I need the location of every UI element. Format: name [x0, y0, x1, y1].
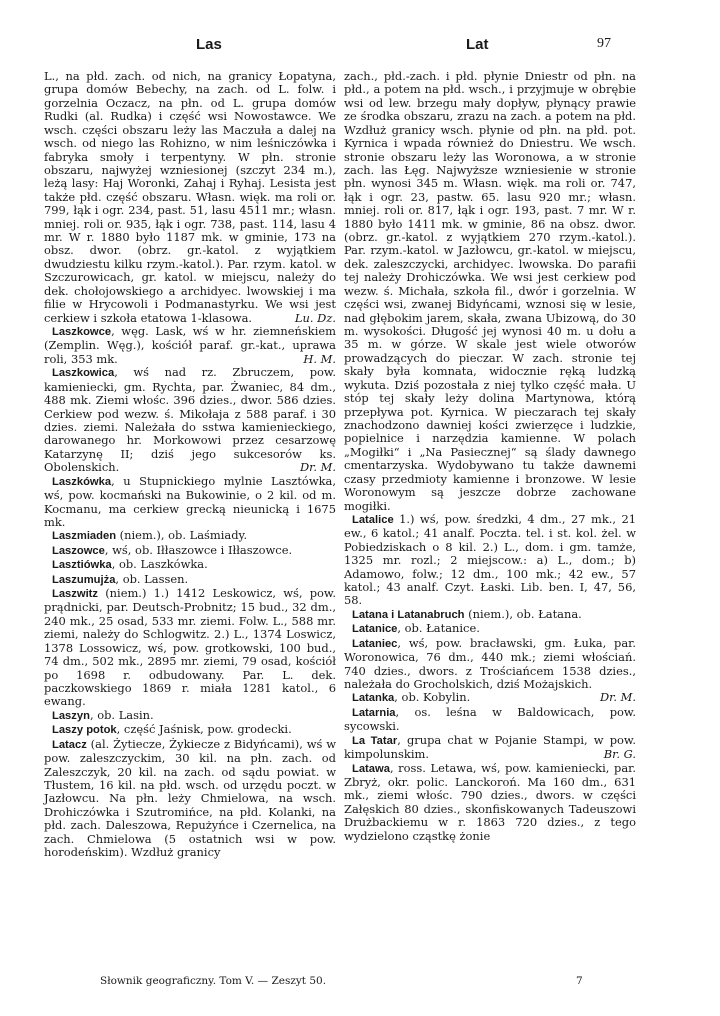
entry-headword: Latanice [352, 623, 398, 636]
running-head-right: Lat [466, 36, 489, 53]
entry-text: , os. leśna w Baldowicach, pow. sycowski. [344, 704, 636, 734]
entry-headword: Latalice [352, 513, 394, 526]
entry-text: (niem.), ob. Łatana. [464, 606, 582, 621]
entry-headword: Laszkowce [52, 326, 112, 339]
entry-headword: Laszkowica [52, 367, 115, 380]
right-column [344, 70, 636, 960]
entry-headword: La Tatar [352, 734, 398, 747]
dictionary-entry [44, 587, 336, 709]
dictionary-entry [44, 475, 336, 530]
entry-text: zach., płd.-zach. i płd. płynie Dniestr od płn. na płd., a potem na płd. wsch., i przyjmuje w obrębie wsi od lew. brzegu mały dopływ, płynący prawie ze środka obszaru, zrazu na zach. a potem na płd. Wzdłuż granicy wsch. płynie od płn. na płd. pot. Kyrnica i wpada również do Dniestru. We wsch. stronie obszaru leży las Woronowa, a w stronie zach. las Łęg. Najwyższe wzniesienie w stronie płn. wynosi 345 m. Własn. więk. ma roli or. 747, łąk i ogr. 23, pastw. 65. lasu 920 mr.; własn. mniej. roli or. 817, łąk i ogr. 193, past. 7 mr. W r. 1880 było 1411 mk. w gminie, 86 na obsz. dwor. (obrz. gr.-katol. z wyjątkiem 270 rzym.-katol.). Par. rzym.-katol. w Jazłowcu, gr.-katol. w miejscu, dek. zaleszczycki, archidyec. lwowska. Do parafii tej należy Drohiczówka. We wsi jest cerkiew pod wezw. ś. Michała, szkoła fil., dwór i gorzelnia. W części wsi, zwanej Bidyńcami, wznosi się w lesie, nad głębokim jarem, skała, zwana Ubizową, do 30 m. wysokości. Długość jej wynosi 40 m. u dołu a 35 m. w górze. W skale jest wiele otworów prowadzących do pieczar. W zach. stronie tej skały była komnata, widocznie ręką ludzką wykuta. Dziś pozostała z niej tylko część mała. U stóp tej skały leży dolina Martynowa, którą przepływa pot. Kyrnica. W pieczarach tej skały znachodzono dawniej kości zwierzęce i ludzkie, popielnice i narzędzia kamienne. W polach „Mogiłki“ i „Na Pasiecznej“ są ślady dawnego cmentarzyska. Wydobywano tu także dawnemi czasy przedmioty kamienne i bronzowe. W lesie Woronowym są jeszcze dobrze zachowane mogiłki. [344, 69, 636, 513]
entry-headword: Latarnia [352, 706, 396, 719]
entry-text: , ob. Kobylin. [394, 690, 471, 705]
entry-headword: Latana i Latanabruch [352, 608, 465, 621]
dictionary-entry [44, 70, 336, 325]
entry-text: , ob. Lassen. [115, 571, 189, 586]
entry-text: , wś, ob. Iłłaszowce i Iłłaszowce. [104, 542, 293, 557]
entry-text: (niem.), ob. Laśmiady. [116, 528, 248, 543]
dictionary-entry [44, 573, 336, 587]
dictionary-entry [344, 608, 636, 622]
entry-text: , grupa chat w Pojanie Stampi, w pow. kimpolunskim. [344, 732, 636, 762]
entry-author-signature: Dr. M. [300, 460, 336, 475]
page-number: 97 [597, 36, 611, 51]
entry-headword: Lasztiówka [52, 559, 112, 572]
entry-headword: Laszmiaden [52, 530, 117, 543]
entry-headword: Latanka [352, 692, 395, 705]
entry-text: , ob. Laszkówka. [111, 557, 208, 572]
entry-author-signature: H. M. [303, 351, 336, 366]
entry-headword: Latawa [352, 762, 390, 775]
running-head-left: Las [196, 36, 222, 53]
entry-text: , wś nad rz. Zbruczem, pow. kamieniecki, gm. Rychta, par. Żwaniec, 84 dm., 488 mk. Ziemi włośc. 396 dzies., dwor. 586 dzies. Cerkiew pod wezw. ś. Mikołaja z 588 paraf. i 30 dzies. ziemi. Należała do sstwa kamienieckiego, darowanego hr. Morkowowi przez cesarzowę Katarzynę II; dziś jego sukcesorów ks. Obolenskich. [44, 365, 336, 475]
entry-headword: Laszyn [52, 709, 90, 722]
dictionary-entry [344, 762, 636, 844]
entry-author-signature: Lu. Dz. [294, 310, 336, 325]
dictionary-entry [44, 325, 336, 366]
entry-text: L., na płd. zach. od nich, na granicy Łopatyna, grupa domów Bebechy, na zach. od L. folw. i gorzelnia Oczacz, na płn. od L. grupa domów Rudki (al. Rudka) i część wsi Nowostawce. We wsch. części obszaru leży las Maczuła a dalej na wsch. od niego las Rohizno, w nim leśniczówka i fabryka smoły i terpentyny. W płn. stronie obszaru, najwyżej wzniesionej (szczyt 234 m.), leżą lasy: Haj Woronki, Zahaj i Ryhaj. Lesista jest także płd. część obszaru. Własn. więk. ma roli or. 799, łąk i ogr. 234, past. 51, lasu 4511 mr.; własn. mniej. roli or. 935, łąk i ogr. 738, past. 114, lasu 4 mr. W r. 1880 było 1187 mk. w gminie, 173 na obsz. dwor. (obrz. gr.-katol. z wyjątkiem dwudziestu kilku rzym.-katol.). Par. rzym. katol. w Szczurowicach, gr. katol. w miejscu, należy do dek. chołojowskiego a archidyec. lwowskiej i ma filie w Hrycowoli i Podmanastyrku. We wsi jest cerkiew i szkoła etatowa 1-klasowa. [44, 69, 336, 325]
entry-text: (al. Żytiecze, Żykiecze z Bidyńcami), wś w pow. zaleszczyckim, 30 kil. na płn. zach. od Zaleszczyk, 20 kil. na zach. od sądu powiat. w Tłustem, 16 kil. na płd. wsch. od urzędu poczt. w Jazłowcu. Na płn. leży Chmielowa, na wsch. Drohiczówka i Szutromińce, na płd. Kolanki, na płd. zach. Daleszowa, Repużyńce i Czernelica, na zach. Chmielowa (5 ostatnich wsi w pow. horodeńskim). Wzdłuż granicy [44, 736, 336, 860]
entry-text: 1.) wś, pow. średzki, 4 dm., 27 mk., 21 ew., 6 katol.; 41 analf. Poczta. tel. i st. kol. żel. w Pobiedziskach o 8 kil. 2.) L., dom. i gm. tamże, 1325 mr. rozl.; 2 miejscow.: a) L., dom.; b) Adamowo, folw.; 12 dm., 100 mk.; 42 ew., 57 katol.; 43 analf. Czyt. Łaski. Lib. ben. I, 47, 56, 58. [344, 511, 636, 608]
entry-text: , ross. Letawa, wś, pow. kamieniecki, par. Zbryż, okr. polic. Lanckoroń. Ma 160 dm., 631 mk., ziemi włośc. 790 dzies., dwors. w części Załęskich 80 dzies., skonfiskowanych Tadeuszowi Drużbackiemu w r. 1863 720 dzies., z tego wydzielono cząstkę żonie [344, 760, 636, 843]
entry-headword: Latacz [52, 738, 87, 751]
dictionary-entry [44, 366, 336, 474]
entry-headword: Laszwitz [52, 588, 99, 601]
entry-text: , u Stupnickiego mylnie Lasztówka, wś, pow. kocmański na Bukowinie, o 2 kil. od m. Kocmanu, ma cerkiew grecką nieunicką i 1675 mk. [44, 473, 336, 529]
dictionary-entry [344, 70, 636, 513]
dictionary-entry [44, 544, 336, 558]
dictionary-entry [344, 513, 636, 608]
footer-publication: Słownik geograficzny. Tom V. — Zeszyt 50. [100, 975, 327, 987]
entry-headword: Lataniec [352, 637, 398, 650]
entry-text: , ob. Lasin. [89, 707, 154, 722]
dictionary-entry [44, 738, 336, 860]
dictionary-entry [44, 558, 336, 572]
left-column [44, 70, 336, 960]
entry-headword: Laszy potok [52, 724, 117, 737]
entry-headword: Laszumujża [52, 573, 116, 586]
entry-text: (niem.) 1.) 1412 Leskowicz, wś, pow. prądnicki, par. Deutsch-Probnitz; 15 bud., 32 dm., 240 mk., 25 osad, 533 mr. ziemi. Folw. L., 588 mr. ziemi, należy do Schlogwitz. 2.) L., 1374 Loswicz, 1378 Lossowicz, wś, pow. grotkowski, 100 bud., 74 dm., 502 mk., 2895 mr. ziemi, 79 osad, kościół po 1698 r. odbudowany. Par. L. dek. paczkowskiego 1869 r. miała 1281 katol., 6 ewang. [44, 586, 336, 709]
footer-signature-mark: 7 [576, 975, 583, 987]
entry-headword: Laszowce [52, 544, 105, 557]
dictionary-entry [344, 622, 636, 636]
dictionary-entry [344, 706, 636, 734]
entry-author-signature: Br. G. [603, 747, 636, 762]
dictionary-entry [44, 529, 336, 543]
dictionary-entry [44, 723, 336, 737]
dictionary-entry [344, 734, 636, 762]
entry-text: , ob. Łatanice. [397, 621, 480, 636]
entry-author-signature: Dr. M. [600, 690, 636, 705]
dictionary-entry [44, 709, 336, 723]
entry-text: , węg. Lask, wś w hr. ziemneńskiem (Zemplin. Węg.), kościół paraf. gr.-kat., uprawa roli, 353 mk. [44, 324, 336, 366]
entry-text: , część Jaśnisk, pow. grodecki. [116, 722, 292, 737]
entry-text: , wś, pow. bracławski, gm. Łuka, par. Woronowica, 76 dm., 440 mk.; ziemi włościań. 740 dzies., dwors. z Trościańcem 1538 dzies., należała do Grocholskich, dziś Możajskich. [344, 635, 636, 691]
entry-headword: Laszkówka [52, 475, 112, 488]
